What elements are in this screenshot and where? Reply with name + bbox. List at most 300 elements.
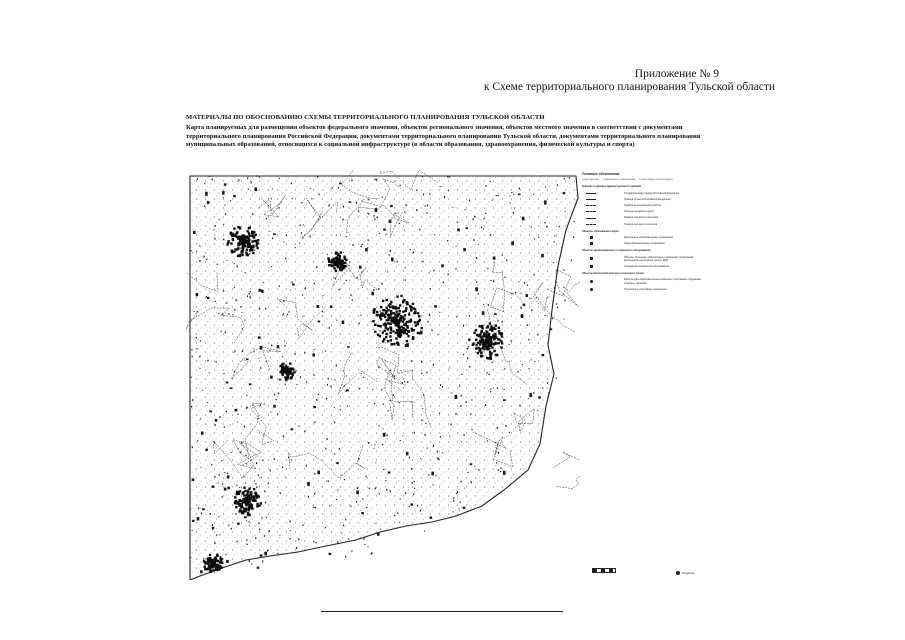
urban-area-mark [387,322,389,324]
settlement-mark [238,179,239,181]
settlement-mark [225,213,226,214]
settlement-mark [573,236,574,238]
settlement-mark [223,239,224,241]
settlement-mark [376,179,377,181]
settlement-mark [496,195,497,196]
urban-area-mark [236,491,238,493]
settlement-mark [273,233,276,235]
settlement-mark [227,487,230,490]
settlement-mark [491,280,492,281]
settlement-mark [538,237,539,238]
settlement-mark [503,311,504,312]
urban-area-mark [417,323,419,325]
settlement-mark [398,213,399,214]
settlement-mark [255,187,258,191]
urban-area-mark [382,340,384,342]
urban-area-mark [481,355,483,357]
settlement-mark [215,424,216,426]
settlement-mark [260,404,261,405]
legend-group-heading: Объекты здравоохранения и социального обслуживания [582,249,651,253]
settlement-mark [283,313,284,314]
urban-area-mark [252,246,254,248]
settlement-mark [326,481,327,482]
settlement-mark [296,370,297,371]
settlement-mark [366,507,367,508]
map-legend [580,170,706,580]
settlement-mark [523,304,526,306]
settlement-mark [434,234,435,235]
settlement-mark [563,287,564,288]
urban-area-mark [256,505,258,507]
settlement-mark [284,341,285,342]
settlement-mark [453,500,454,502]
settlement-mark [269,530,270,532]
urban-area-mark [398,313,400,315]
urban-area-mark [243,235,245,237]
settlement-mark [483,218,484,219]
urban-area-mark [249,243,251,245]
settlement-mark [345,556,346,558]
settlement-mark [237,266,238,268]
settlement-mark [318,394,319,395]
settlement-mark [259,289,262,292]
settlement-mark [556,303,557,304]
settlement-mark [238,414,239,415]
urban-area-mark [374,331,376,333]
settlement-mark [214,572,215,573]
settlement-mark [207,201,210,204]
urban-area-mark [399,310,401,312]
settlement-mark [204,183,205,184]
settlement-mark [444,196,445,198]
settlement-mark [503,471,506,475]
settlement-mark [192,478,195,481]
legend-row [582,192,706,195]
urban-area-mark [241,510,243,512]
settlement-mark [534,361,535,362]
settlement-mark [519,405,520,407]
settlement-mark [249,383,252,385]
settlement-mark [382,197,383,198]
settlement-mark [524,282,525,284]
settlement-mark [224,205,225,206]
settlement-mark [234,263,235,264]
settlement-mark [206,259,207,260]
settlement-mark [367,213,368,214]
urban-area-mark [235,233,237,235]
settlement-mark [227,473,228,474]
urban-area-mark [233,251,235,253]
urban-area-mark [248,232,250,234]
settlement-mark [240,247,241,249]
settlement-mark [197,178,198,180]
settlement-mark [302,525,303,526]
settlement-mark [285,258,286,260]
settlement-mark [470,463,473,465]
urban-area-mark [396,342,398,344]
urban-area-mark [248,240,250,242]
settlement-mark [533,392,534,394]
settlement-mark [359,388,360,389]
settlement-mark [336,235,337,236]
settlement-mark [314,473,315,474]
settlement-mark [478,293,479,294]
settlement-mark [448,190,449,191]
urban-area-mark [394,313,396,315]
settlement-mark [406,204,407,206]
urban-area-mark [495,324,497,326]
settlement-mark [471,429,472,430]
settlement-mark [224,426,225,427]
urban-area-mark [331,261,333,263]
settlement-mark [411,402,412,403]
settlement-mark [534,239,535,240]
settlement-mark [298,426,299,427]
settlement-mark [428,321,429,323]
settlement-mark [278,393,279,395]
settlement-mark [237,523,240,525]
legend-label: Учреждения социального обслуживания [624,265,669,269]
settlement-mark [497,427,498,429]
settlement-mark [322,311,323,312]
settlement-mark [233,314,234,315]
settlement-mark [526,294,529,297]
settlement-mark [302,316,303,317]
settlement-mark [237,448,238,449]
urban-area-mark [243,487,245,489]
settlement-mark [497,195,498,196]
settlement-mark [506,260,507,262]
urban-area-mark [372,320,374,322]
settlement-mark [439,312,440,313]
settlement-mark [300,225,301,227]
urban-area-mark [413,312,415,314]
settlement-mark [196,348,197,349]
settlement-mark [211,464,212,465]
urban-area-mark [290,377,292,379]
settlement-mark [464,434,465,436]
urban-area-mark [249,235,251,237]
urban-area-mark [473,332,475,334]
urban-area-mark [498,332,500,334]
urban-area-mark [412,303,414,305]
urban-area-mark [237,255,239,257]
settlement-mark [538,396,541,398]
settlement-mark [395,213,396,215]
settlement-mark [282,314,283,316]
settlement-mark [254,481,255,482]
settlement-mark [457,222,458,223]
urban-area-mark [387,340,389,342]
settlement-mark [373,289,374,291]
logo-icon [676,571,680,575]
settlement-mark [336,320,337,321]
urban-area-mark [245,502,247,504]
urban-area-mark [489,322,491,324]
settlement-mark [223,373,224,374]
settlement-mark [327,438,328,440]
settlement-mark [483,304,484,305]
settlement-mark [335,278,336,279]
urban-area-mark [490,345,492,347]
settlement-mark [395,181,396,182]
urban-area-mark [247,230,249,232]
settlement-mark [404,211,405,212]
settlement-mark [314,349,315,350]
urban-area-mark [486,347,488,349]
settlement-mark [422,261,423,263]
urban-area-mark [373,308,375,310]
settlement-mark [280,301,281,302]
settlement-mark [196,278,197,279]
settlement-mark [293,176,294,177]
settlement-mark [405,279,406,280]
settlement-mark [252,405,253,406]
settlement-mark [190,509,191,510]
settlement-mark [406,452,409,456]
settlement-mark [460,481,461,482]
urban-area-mark [486,340,488,342]
settlement-mark [414,488,415,489]
urban-area-mark [493,327,495,329]
settlement-mark [292,198,293,199]
settlement-mark [209,373,210,374]
settlement-mark [349,201,352,203]
urban-area-mark [212,569,214,571]
settlement-mark [204,206,205,208]
settlement-mark [489,374,490,375]
settlement-mark [214,442,215,443]
settlement-mark [449,368,450,369]
settlement-mark [352,299,353,300]
urban-area-mark [486,357,488,359]
settlement-mark [338,187,339,188]
urban-area-mark [209,554,211,556]
settlement-mark [452,207,453,208]
settlement-mark [359,323,360,325]
settlement-mark [420,510,421,512]
settlement-mark [425,206,426,207]
settlement-mark [234,350,235,352]
legend-row [582,236,706,239]
settlement-mark [334,407,335,408]
settlement-mark [199,260,200,262]
settlement-mark [277,345,280,348]
settlement-mark [247,407,248,409]
urban-area-mark [385,326,387,328]
settlement-mark [364,538,365,540]
settlement-mark [190,557,191,558]
urban-area-mark [494,342,496,344]
settlement-mark [485,213,486,214]
urban-area-mark [485,345,487,347]
settlement-mark [230,200,231,201]
settlement-mark [504,389,505,390]
settlement-mark [452,511,453,512]
urban-area-mark [251,240,253,242]
settlement-mark [257,567,260,569]
settlement-mark [229,425,230,426]
settlement-mark [260,367,261,368]
legend-row [582,242,706,245]
settlement-mark [478,469,479,471]
settlement-mark [550,329,553,331]
settlement-mark [456,493,457,494]
settlement-mark [502,254,503,255]
urban-area-mark [248,509,250,511]
settlement-mark [191,406,192,407]
settlement-mark [413,252,414,254]
urban-area-mark [406,340,408,342]
settlement-mark [361,246,362,248]
urban-area-mark [405,344,407,346]
settlement-mark [471,481,472,483]
settlement-mark [382,283,383,285]
settlement-mark [492,200,493,201]
settlement-mark [327,384,328,386]
settlement-mark [218,483,219,484]
legend-symbol-icon [582,265,600,268]
settlement-mark [192,399,193,401]
settlement-mark [276,399,277,400]
legend-symbol-icon [582,205,600,206]
settlement-mark [417,505,418,507]
settlement-mark [310,235,311,237]
urban-area-mark [254,492,256,494]
legend-col-existing: существующие [582,178,599,182]
settlement-mark [246,520,247,521]
settlement-mark [505,425,506,427]
settlement-mark [407,381,408,383]
settlement-mark [358,210,359,212]
settlement-mark [325,448,326,450]
legend-column-headers [582,178,706,181]
settlement-mark [356,501,357,503]
settlement-mark [403,419,404,420]
settlement-mark [317,177,318,178]
urban-area-mark [412,338,414,340]
settlement-mark [531,309,532,311]
legend-label: Дошкольные образовательные организации [624,236,674,240]
settlement-mark [328,481,329,482]
settlement-mark [359,266,362,269]
settlement-mark [313,406,316,408]
settlement-mark [299,243,300,244]
settlement-mark [249,526,250,527]
settlement-mark [557,307,558,308]
settlement-mark [557,184,558,185]
urban-area-mark [247,246,249,248]
settlement-mark [389,254,390,255]
settlement-mark [488,304,489,306]
urban-area-mark [390,332,392,334]
urban-area-mark [254,234,256,236]
urban-area-mark [244,490,246,492]
urban-area-mark [488,348,490,350]
settlement-mark [442,452,443,453]
urban-area-mark [242,245,244,247]
settlement-mark [306,381,307,382]
settlement-mark [441,264,444,267]
urban-area-mark [489,329,491,331]
urban-area-mark [396,295,398,297]
settlement-mark [277,413,278,414]
urban-area-mark [385,336,387,338]
document-heading [186,114,706,150]
legend-label: Граница городского поселения [624,216,659,220]
map-drawing [186,170,580,580]
settlement-mark [264,403,265,404]
settlement-mark [550,328,551,329]
settlement-mark [473,218,474,220]
urban-area-mark [250,246,252,248]
urban-area-mark [204,566,206,568]
urban-area-mark [398,322,400,324]
urban-area-mark [235,506,237,508]
settlement-mark [241,312,242,313]
settlement-mark [340,475,341,476]
settlement-mark [285,477,286,478]
district-border [553,452,580,489]
settlement-mark [481,227,482,228]
settlement-mark [556,378,557,379]
settlement-mark [469,315,470,317]
urban-area-mark [251,249,253,251]
legend-row [582,216,706,219]
settlement-mark [200,570,203,573]
settlement-mark [478,244,479,245]
urban-area-mark [209,571,211,573]
urban-area-mark [395,332,397,334]
legend-label: Граница муниципального района [624,204,661,208]
urban-area-mark [488,341,490,343]
legend-symbol-icon [582,218,600,219]
settlement-mark [239,487,240,488]
settlement-mark [344,479,345,480]
settlement-mark [222,191,225,195]
settlement-mark [258,358,259,359]
settlement-mark [498,469,499,470]
legend-title: Условные обозначения: [582,172,621,176]
settlement-mark [249,293,250,295]
settlement-mark [522,217,525,221]
urban-area-mark [406,333,408,335]
settlement-mark [222,496,223,497]
urban-area-mark [386,333,388,335]
settlement-mark [227,475,230,478]
settlement-mark [383,229,386,231]
settlement-mark [336,462,339,464]
settlement-mark [531,227,532,228]
settlement-mark [544,222,545,224]
settlement-mark [251,563,252,564]
settlement-mark [553,262,554,263]
urban-area-mark [407,330,409,332]
settlement-mark [316,266,317,268]
settlement-mark [498,452,499,454]
legend-row [582,204,706,207]
settlement-mark [528,339,529,341]
legend-row [582,256,706,262]
urban-area-mark [206,568,208,570]
urban-area-mark [495,336,497,338]
settlement-mark [510,202,511,203]
settlement-mark [202,508,205,510]
urban-area-mark [247,495,249,497]
settlement-mark [284,345,285,347]
urban-area-mark [336,260,338,262]
settlement-mark [197,311,198,312]
